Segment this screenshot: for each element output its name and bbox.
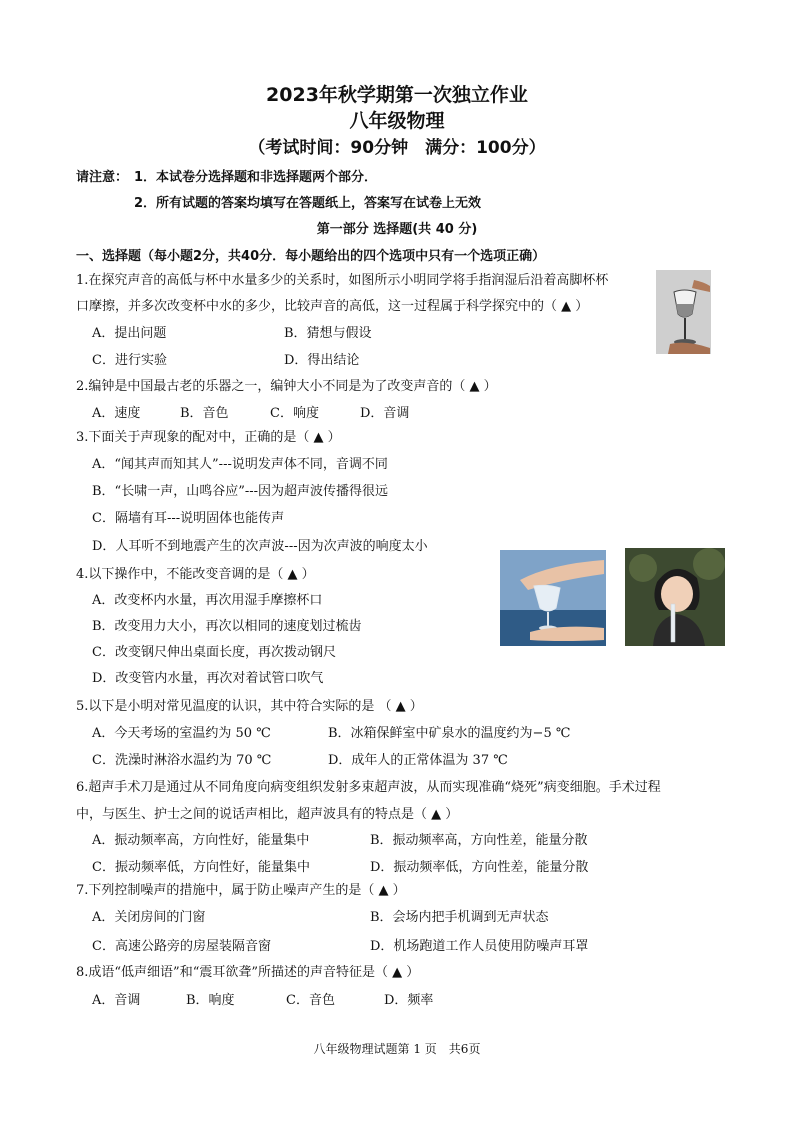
notes-label: 请注意： [76, 170, 129, 185]
question-8-line-1: 8.成语“低声细语”和“震耳欲聋”所描述的声音特征是（ ▲ ） [76, 965, 420, 980]
girl-blowing-tube-photo [625, 548, 725, 646]
q5-option-b: B．冰箱保鲜室中矿泉水的温度约为−5 ℃ [328, 726, 571, 741]
q3-option-b: B．“长啸一声，山鸣谷应”---因为超声波传播得很远 [92, 484, 389, 499]
note-2: 2．所有试题的答案均填写在答题纸上，答案写在试卷上无效 [134, 196, 482, 211]
q5-option-c: C．洗澡时淋浴水温约为 70 ℃ [92, 753, 272, 768]
q7-option-d: D．机场跑道工作人员使用防噪声耳罩 [370, 939, 589, 954]
q4-option-d: D．改变管内水量，再次对着试管口吹气 [92, 671, 324, 686]
q4-option-c: C．改变钢尺伸出桌面长度，再次拨动钢尺 [92, 645, 336, 660]
q6-option-b: B．振动频率高，方向性差，能量分散 [370, 833, 588, 848]
note-1: 1．本试卷分选择题和非选择题两个部分． [134, 170, 378, 185]
question-6-line-1: 6.超声手术刀是通过从不同角度向病变组织发射多束超声波，从而实现准确“烧死”病变细胞。手术过程 [76, 780, 661, 795]
q8-option-d: D．频率 [384, 993, 434, 1008]
q8-option-a: A．音调 [92, 993, 141, 1008]
girl-blowing-tube-drawing [625, 548, 725, 646]
q6-option-a: A．振动频率高，方向性好，能量集中 [92, 833, 310, 848]
question-4-line-1: 4.以下操作中，不能改变音调的是（ ▲ ） [76, 567, 315, 582]
q2-option-d: D．音调 [360, 406, 410, 421]
part-title: 第一部分 选择题(共 40 分) [316, 222, 478, 237]
question-3-line-1: 3.下面关于声现象的配对中，正确的是（ ▲ ） [76, 430, 341, 445]
q5-option-a: A．今天考场的室温约为 50 ℃ [92, 726, 271, 741]
exam-info: （考试时间：90分钟 满分：100分） [248, 138, 546, 158]
q7-option-b: B．会场内把手机调到无声状态 [370, 910, 549, 925]
question-6-line-2: 中，与医生、护士之间的说话声相比，超声波具有的特点是（ ▲ ） [76, 807, 459, 822]
page-footer: 八年级物理试题第 1 页 共6页 [313, 1042, 481, 1056]
wine-glass-drawing [656, 270, 711, 354]
exam-subject: 八年级物理 [349, 110, 445, 132]
q1-option-a: A．提出问题 [92, 326, 167, 341]
q8-option-c: C．音色 [286, 993, 335, 1008]
section-heading: 一、选择题（每小题2分，共40分．每小题给出的四个选项中只有一个选项正确） [76, 249, 546, 264]
question-5-line-1: 5.以下是小明对常见温度的认识，其中符合实际的是 （ ▲ ） [76, 699, 423, 714]
q7-option-a: A．关闭房间的门窗 [92, 910, 206, 925]
q3-option-d: D．人耳听不到地震产生的次声波---因为次声波的响度太小 [92, 539, 428, 554]
rubbing-glass-photo [500, 550, 606, 646]
question-2-line-1: 2.编钟是中国最古老的乐器之一，编钟大小不同是为了改变声音的（ ▲ ） [76, 379, 497, 394]
exam-title: 2023年秋学期第一次独立作业 [266, 84, 528, 106]
question-1-line-2: 口摩擦，并多次改变杯中水的多少，比较声音的高低，这一过程属于科学探究中的（ ▲ ） [76, 299, 589, 314]
q2-option-a: A．速度 [92, 406, 141, 421]
q6-option-d: D．振动频率低，方向性差，能量分散 [370, 860, 589, 875]
wine-glass-figure [656, 270, 711, 354]
question-7-line-1: 7.下列控制噪声的措施中，属于防止噪声产生的是（ ▲ ） [76, 883, 406, 898]
q4-option-a: A．改变杯内水量，再次用湿手摩擦杯口 [92, 593, 323, 608]
q6-option-c: C．振动频率低，方向性好，能量集中 [92, 860, 310, 875]
q3-option-a: A．“闻其声而知其人”---说明发声体不同，音调不同 [92, 457, 388, 472]
q8-option-b: B．响度 [186, 993, 235, 1008]
rubbing-glass-drawing [500, 550, 606, 646]
q4-option-b: B．改变用力大小，再次以相同的速度划过梳齿 [92, 619, 362, 634]
q2-option-c: C．响度 [270, 406, 319, 421]
question-1-line-1: 1.在探究声音的高低与杯中水量多少的关系时，如图所示小明同学将手指润湿后沿着高脚杯杯 [76, 273, 609, 288]
q2-option-b: B．音色 [180, 406, 229, 421]
q3-option-c: C．隔墙有耳---说明固体也能传声 [92, 511, 285, 526]
q1-option-b: B．猜想与假设 [284, 326, 372, 341]
q7-option-c: C．高速公路旁的房屋装隔音窗 [92, 939, 271, 954]
q1-option-d: D．得出结论 [284, 353, 360, 368]
q5-option-d: D．成年人的正常体温为 37 ℃ [328, 753, 508, 768]
q1-option-c: C．进行实验 [92, 353, 167, 368]
